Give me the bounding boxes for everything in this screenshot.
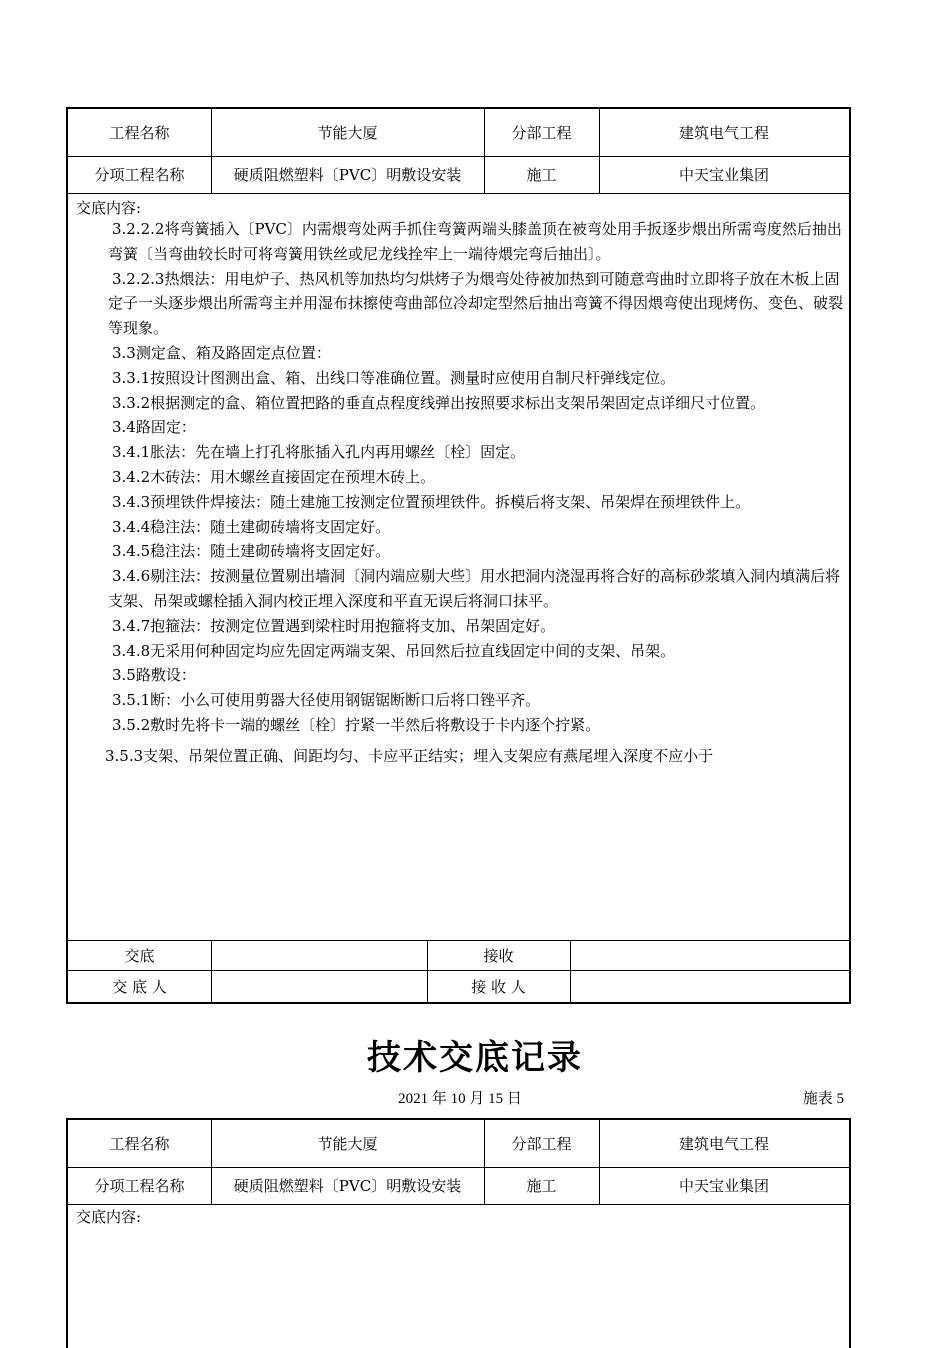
divider — [570, 940, 571, 1002]
paragraph: 3.2.2.2将弯簧插入〔PVC〕内需煨弯处两手抓住弯簧两端头膝盖顶在被弯处用手扳逐步煨出所需弯度然后抽出弯簧〔当弯曲较长时可将弯簧用铁丝或尼龙线拴牢上一端待煨完弯后抽出〕。 — [108, 220, 842, 263]
construction-value: 中天宝业集团 — [678, 1177, 769, 1195]
content-label: 交底内容: — [76, 199, 142, 217]
paragraph: 3.3.1按照设计图测出盒、箱、出线口等准确位置。测量时应使用自制尺杆弹线定位。 — [112, 368, 676, 387]
paragraph: 3.5.3支架、吊架位置正确、间距均匀、卡应平正结实；埋入支架应有燕尾埋入深度不应小于 — [105, 746, 714, 765]
item-value: 硬质阻燃塑料〔PVC〕明敷设安装 — [233, 166, 462, 184]
page-title: 技术交底记录 — [367, 1038, 583, 1078]
receiver-label: 接 收 人 — [471, 977, 526, 996]
division-label: 分部工程 — [511, 1135, 572, 1153]
divider — [68, 1204, 849, 1205]
paragraph: 3.4路固定： — [112, 418, 196, 437]
paragraph: 3.4.5稳注法：随土建砌砖墙将支固定好。 — [112, 542, 391, 561]
content-label: 交底内容: — [76, 1208, 142, 1226]
paragraph: 3.4.6剔注法：按测量位置剔出墙洞〔洞内端应剔大些〕用水把洞内浇湿再将合好的高标砂浆填入洞内填满后将支架、吊架或螺栓插入洞内校正埋入深度和平直无误后将洞口抹平。 — [108, 567, 841, 610]
handover-table-2 — [66, 1118, 851, 1348]
form-number: 施表 5 — [802, 1091, 844, 1107]
record-date: 2021 年 10 月 15 日 — [398, 1091, 522, 1107]
divider — [68, 193, 849, 194]
paragraph: 3.4.2木砖法：用木螺丝直接固定在预埋木砖上。 — [112, 467, 436, 486]
paragraph: 3.5.2敷时先将卡一端的螺丝〔栓〕拧紧一半然后将敷设于卡内逐个拧紧。 — [112, 715, 601, 734]
paragraph: 3.5.1断：小么可使用剪器大径使用钢锯锯断断口后将口锉平齐。 — [112, 691, 541, 710]
item-value: 硬质阻燃塑料〔PVC〕明敷设安装 — [233, 1177, 462, 1195]
paragraph: 3.4.1胀法：先在墙上打孔将胀插入孔内再用螺丝〔栓〕固定。 — [112, 443, 526, 462]
content-body — [105, 217, 848, 769]
paragraph: 3.4.3预埋铁件焊接法：随土建施工按测定位置预埋铁件。拆模后将支架、吊架焊在预埋铁件上。 — [112, 492, 751, 511]
paragraph: 3.2.2.3热煨法：用电炉子、热风机等加热均匀烘烤子为煨弯处待被加热到可随意弯曲时立即将子放在木板上固定子一头逐步煨出所需弯主并用湿布抹擦使弯曲部位冷却定型然后抽出弯簧不得因煨弯使出现烤伤、变色、破裂等现象。 — [108, 269, 844, 338]
division-value: 建筑电气工程 — [678, 124, 769, 142]
divider — [211, 940, 212, 1002]
receive-label: 接收 — [483, 946, 514, 965]
handover-table — [66, 107, 851, 1004]
handover-label: 交底 — [124, 946, 155, 965]
paragraph: 3.4.8无采用何种固定均应先固定两端支架、吊回然后拉直线固定中间的支架、吊架。 — [112, 641, 676, 660]
paragraph: 3.4.7抱箍法：按测定位置遇到梁柱时用抱箍将支加、吊架固定好。 — [112, 616, 556, 635]
division-value: 建筑电气工程 — [678, 1135, 769, 1153]
project-name-label: 工程名称 — [109, 124, 170, 142]
paragraph: 3.4.4稳注法：随土建砌砖墙将支固定好。 — [112, 517, 391, 536]
paragraph: 3.5路敷设： — [112, 666, 196, 685]
item-label: 分项工程名称 — [94, 166, 185, 184]
item-label: 分项工程名称 — [94, 1177, 185, 1195]
handover-person-label: 交 底 人 — [112, 977, 167, 996]
paragraph: 3.3测定盒、箱及路固定点位置： — [112, 343, 331, 362]
construction-label: 施工 — [526, 166, 557, 184]
project-name-value: 节能大厦 — [317, 124, 378, 142]
construction-value: 中天宝业集团 — [678, 166, 769, 184]
paragraph: 3.3.2根据测定的盒、箱位置把路的垂直点程度线弹出按照要求标出支架吊架固定点详细尺寸位置。 — [112, 393, 766, 412]
project-name-value: 节能大厦 — [317, 1135, 378, 1153]
division-label: 分部工程 — [511, 124, 572, 142]
construction-label: 施工 — [526, 1177, 557, 1195]
project-name-label: 工程名称 — [109, 1135, 170, 1153]
